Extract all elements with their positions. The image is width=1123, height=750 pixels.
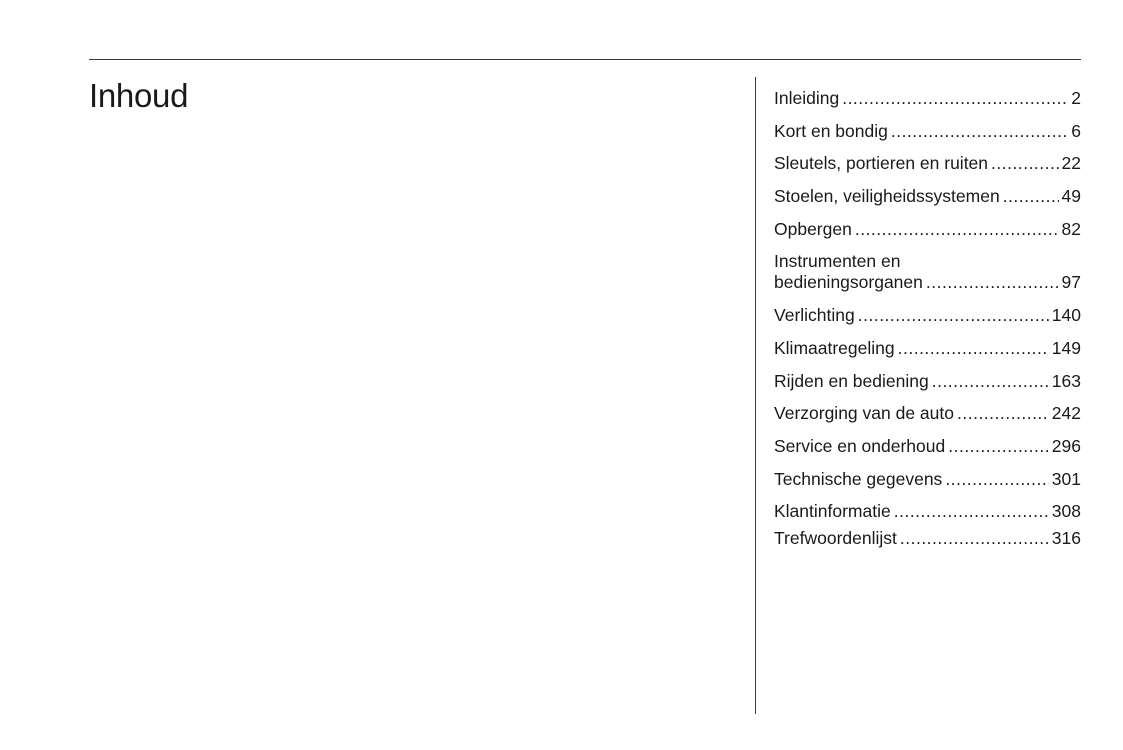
toc-entry-page: 97 — [1061, 272, 1081, 293]
toc-entry-label: Opbergen — [774, 218, 852, 239]
toc-entry-label: bedieningsorganen — [774, 272, 923, 293]
leader-dots — [858, 305, 1049, 326]
toc-entry-label: Trefwoordenlijst — [774, 528, 897, 549]
toc-entry-label: Kort en bondig — [774, 120, 888, 141]
toc-entry-label: Inleiding — [774, 88, 840, 108]
toc-entry-label-line1: Instrumenten en — [774, 251, 901, 272]
leader-dots — [1003, 186, 1059, 207]
toc-entry-technische-gegevens[interactable] — [774, 469, 1081, 490]
leader-dots — [900, 528, 1049, 549]
leader-dots — [932, 371, 1049, 392]
toc-entry-label: Verzorging van de auto — [774, 403, 954, 424]
toc-entry-label: Technische gegevens — [774, 468, 943, 489]
toc-entry-verzorging[interactable] — [774, 403, 1081, 424]
toc-entry-page: 316 — [1051, 528, 1081, 549]
toc-entry-trefwoordenlijst[interactable] — [774, 528, 1081, 549]
toc-entry-sleutels[interactable] — [774, 153, 1081, 174]
toc-entry-page: 49 — [1061, 186, 1081, 207]
leader-dots — [891, 121, 1068, 142]
toc-entry-opbergen[interactable] — [774, 219, 1081, 240]
leader-dots — [948, 436, 1049, 457]
toc-entry-service[interactable] — [774, 436, 1081, 457]
toc-entry-page: 6 — [1071, 120, 1081, 141]
toc-entry-page: 163 — [1051, 370, 1081, 391]
leader-dots — [855, 219, 1059, 240]
leader-dots — [957, 403, 1049, 424]
toc-entry-page: 296 — [1051, 435, 1081, 456]
toc-entry-label: Klantinformatie — [774, 501, 891, 522]
toc-entry-label: Sleutels, portieren en ruiten — [774, 153, 989, 174]
leader-dots — [945, 469, 1048, 490]
leader-dots — [991, 153, 1059, 174]
leader-dots — [926, 272, 1059, 293]
leader-dots — [898, 338, 1049, 359]
toc-entry-page: 140 — [1051, 305, 1081, 326]
toc-entry-kort-en-bondig[interactable] — [774, 121, 1081, 142]
toc-entry-page: 82 — [1061, 218, 1081, 239]
toc-entry-stoelen[interactable] — [774, 186, 1081, 207]
header-rule — [89, 59, 1081, 60]
toc-entry-page: 2 — [1071, 88, 1081, 108]
toc-entry-label: Rijden en bediening — [774, 370, 929, 391]
toc-entry-page: 301 — [1051, 468, 1081, 489]
toc-entry-page: 149 — [1051, 337, 1081, 358]
column-divider — [755, 77, 756, 714]
toc-entry-instrumenten[interactable] — [774, 251, 1081, 293]
toc-entry-inleiding[interactable] — [774, 88, 1081, 109]
toc-entry-rijden[interactable] — [774, 371, 1081, 392]
toc-entry-page: 308 — [1051, 501, 1081, 522]
toc-entry-klimaatregeling[interactable] — [774, 338, 1081, 359]
page-title: Inhoud — [89, 77, 189, 114]
toc-entry-label: Service en onderhoud — [774, 435, 946, 456]
toc-entry-verlichting[interactable] — [774, 305, 1081, 326]
toc-entry-page: 242 — [1051, 403, 1081, 424]
toc-entry-label: Verlichting — [774, 305, 855, 326]
toc-entry-label: Stoelen, veiligheidssystemen — [774, 186, 1000, 207]
toc-entry-label: Klimaatregeling — [774, 337, 895, 358]
toc-entry-page: 22 — [1061, 153, 1081, 174]
toc-entry-klantinformatie[interactable] — [774, 501, 1081, 522]
leader-dots — [842, 88, 1068, 109]
table-of-contents — [774, 88, 1081, 549]
leader-dots — [894, 501, 1049, 522]
